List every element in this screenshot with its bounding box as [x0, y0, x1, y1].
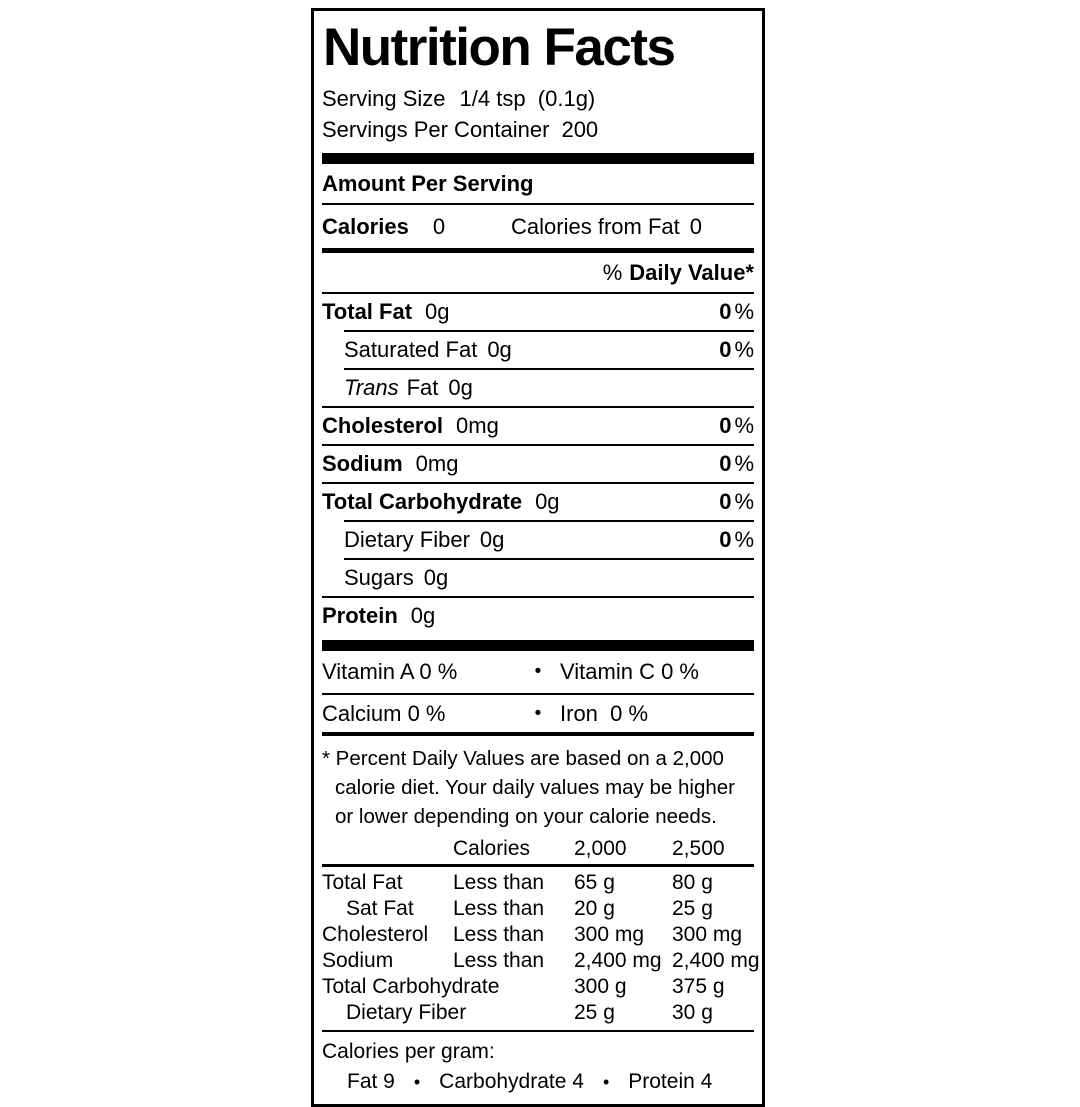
divider	[322, 732, 754, 736]
divider	[322, 1030, 754, 1032]
nutrient-amount: 0g	[425, 299, 450, 324]
nutrient-name-group	[322, 337, 512, 363]
dv-row-2000: 20 g	[574, 897, 615, 920]
servings-per-container-value: 200	[561, 117, 599, 142]
nutrient-daily-value	[719, 299, 754, 325]
nutrient-row	[322, 522, 754, 558]
dv-row-2500: 80 g	[672, 871, 713, 894]
nutrient-daily-value-percent-sign: %	[734, 527, 754, 552]
calories-per-gram-item: Fat 9	[347, 1070, 395, 1093]
nutrient-name-group	[322, 527, 504, 553]
daily-value-percent-sign: %	[602, 259, 623, 285]
dv-table-row	[322, 896, 754, 922]
nutrient-name: Total Fat	[322, 299, 413, 324]
nutrient-row	[322, 598, 754, 634]
calories-per-gram-item: Protein 4	[628, 1070, 713, 1093]
dv-row-2500: 375 g	[672, 975, 725, 998]
dv-table-header-2000: 2,000	[574, 837, 627, 860]
dv-row-2000: 65 g	[574, 871, 615, 894]
nutrient-name-group	[322, 565, 448, 591]
nutrient-name-group	[322, 451, 458, 477]
nutrient-name: Protein	[322, 603, 398, 628]
nutrient-daily-value-number: 0	[719, 413, 732, 438]
dv-row-2500: 30 g	[672, 1001, 713, 1024]
dv-row-name: Cholesterol	[322, 923, 429, 946]
dv-row-name: Total Carbohydrate	[322, 975, 500, 998]
vitamin-rows	[322, 651, 754, 736]
calories-per-gram-label: Calories per gram:	[322, 1040, 495, 1063]
dv-row-qualifier: Less than	[453, 923, 545, 946]
dv-table-row	[322, 948, 760, 974]
dv-table-header	[322, 833, 754, 864]
servings-per-container-line	[322, 114, 754, 145]
dv-row-qualifier: Less than	[453, 897, 545, 920]
nutrient-row	[322, 294, 754, 330]
dv-table-header-2500: 2,500	[672, 837, 725, 860]
micronutrient-left: Vitamin A 0 %	[322, 659, 458, 684]
nutrient-name-group	[322, 299, 450, 325]
nutrient-row	[322, 408, 754, 444]
nutrient-name: Cholesterol	[322, 413, 444, 438]
nutrient-daily-value-percent-sign: %	[734, 337, 754, 362]
dv-row-2500: 2,400 mg	[672, 949, 760, 972]
nutrient-daily-value	[719, 337, 754, 363]
servings-per-container-label: Servings Per Container	[322, 117, 550, 142]
micronutrient-row	[322, 695, 754, 732]
micronutrient-right: Vitamin C 0 %	[560, 659, 699, 684]
daily-values-footnote: * Percent Daily Values are based on a 2,000 calorie diet. Your daily values may be higher or lower depending on your calorie needs.	[322, 747, 741, 828]
daily-values-table	[322, 833, 760, 1030]
dv-row-2000: 300 g	[574, 975, 627, 998]
dv-row-2500: 25 g	[672, 897, 713, 920]
nutrient-amount: 0g	[448, 375, 473, 400]
nutrient-daily-value	[719, 413, 754, 439]
nutrient-name-group	[322, 489, 560, 515]
nutrient-daily-value-percent-sign: %	[734, 489, 754, 514]
nutrient-name-italic: Trans	[344, 375, 399, 400]
nutrient-row	[322, 446, 754, 482]
nutrient-amount: 0mg	[415, 451, 459, 476]
dv-row-qualifier: Less than	[453, 871, 545, 894]
serving-size-value: 1/4 tsp (0.1g)	[459, 86, 596, 111]
calories-from-fat-value: 0	[689, 213, 702, 239]
nutrient-daily-value-number: 0	[719, 337, 732, 362]
calories-from-fat	[511, 214, 702, 240]
nutrient-name-group	[322, 375, 473, 401]
dv-row-qualifier	[453, 974, 574, 1000]
nutrient-amount: 0g	[410, 603, 436, 628]
bullet-separator: •	[413, 1072, 421, 1092]
dv-row-qualifier	[453, 1000, 574, 1026]
dv-table-row	[322, 974, 754, 1000]
nutrient-amount: 0mg	[456, 413, 499, 438]
serving-size-label: Serving Size	[322, 86, 446, 111]
calories-per-gram-items	[322, 1067, 754, 1097]
nutrient-name-group	[322, 603, 435, 629]
nutrition-facts-label	[311, 8, 765, 1107]
dv-row-qualifier: Less than	[453, 949, 545, 972]
nutrient-daily-value-percent-sign: %	[734, 299, 754, 324]
nutrient-row	[322, 484, 754, 520]
nutrient-daily-value	[719, 489, 754, 515]
dv-table-row	[322, 922, 754, 948]
nutrient-rows	[322, 294, 754, 634]
dv-row-name: Dietary Fiber	[346, 1001, 467, 1024]
calories-per-gram-item: Carbohydrate 4	[439, 1070, 584, 1093]
micronutrient-row	[322, 651, 754, 693]
dv-row-2500: 300 mg	[672, 923, 743, 946]
calories-from-fat-label: Calories from Fat	[511, 213, 680, 239]
dv-row-name: Sat Fat	[346, 897, 414, 920]
dv-row-name: Sodium	[322, 949, 394, 972]
nutrient-row	[322, 560, 754, 596]
daily-value-header	[322, 253, 754, 292]
thick-divider-bottom	[322, 640, 754, 651]
bullet-separator: •	[534, 702, 542, 724]
dv-row-2000: 300 mg	[574, 923, 645, 946]
calories-value: 0	[432, 213, 446, 239]
daily-value-header-text: Daily Value*	[629, 259, 754, 285]
divider	[322, 864, 754, 867]
nutrient-daily-value-number: 0	[719, 451, 732, 476]
calories-label: Calories	[322, 213, 409, 239]
nutrient-name: Fat	[406, 375, 439, 400]
nutrient-amount: 0g	[535, 489, 560, 514]
nutrient-amount: 0g	[423, 565, 449, 590]
nutrient-amount: 0g	[487, 337, 512, 362]
label-title: Nutrition Facts	[323, 18, 675, 77]
nutrient-daily-value	[719, 451, 754, 477]
serving-size-line	[322, 83, 754, 114]
nutrient-daily-value-number: 0	[719, 489, 732, 514]
amount-per-serving-heading: Amount Per Serving	[322, 170, 534, 196]
nutrient-name: Total Carbohydrate	[322, 489, 523, 514]
dv-table-row	[322, 870, 754, 896]
nutrient-row	[322, 370, 754, 406]
dv-table-row	[322, 1000, 754, 1026]
nutrient-name: Sodium	[322, 451, 403, 476]
nutrient-daily-value-percent-sign: %	[734, 451, 754, 476]
nutrient-name: Saturated Fat	[344, 337, 478, 362]
dv-row-2000: 2,400 mg	[574, 949, 662, 972]
nutrient-daily-value-number: 0	[719, 527, 732, 552]
dv-row-2000: 25 g	[574, 1001, 615, 1024]
bullet-separator: •	[602, 1072, 610, 1092]
nutrient-row	[322, 332, 754, 368]
dv-table-body	[322, 870, 760, 1030]
micronutrient-left: Calcium 0 %	[322, 700, 446, 726]
nutrient-amount: 0g	[479, 527, 505, 552]
dv-row-name: Total Fat	[322, 871, 403, 894]
bullet-separator: •	[534, 661, 542, 682]
micronutrient-right: Iron 0 %	[560, 700, 649, 726]
calories-row	[322, 205, 754, 248]
nutrient-name: Dietary Fiber	[344, 527, 470, 552]
thick-divider-top	[322, 153, 754, 164]
nutrient-daily-value-number: 0	[719, 299, 732, 324]
nutrient-daily-value-percent-sign: %	[734, 413, 754, 438]
nutrient-name: Sugars	[344, 565, 414, 590]
nutrient-name-group	[322, 413, 499, 439]
nutrient-daily-value	[719, 527, 754, 553]
dv-table-header-calories: Calories	[453, 837, 531, 860]
